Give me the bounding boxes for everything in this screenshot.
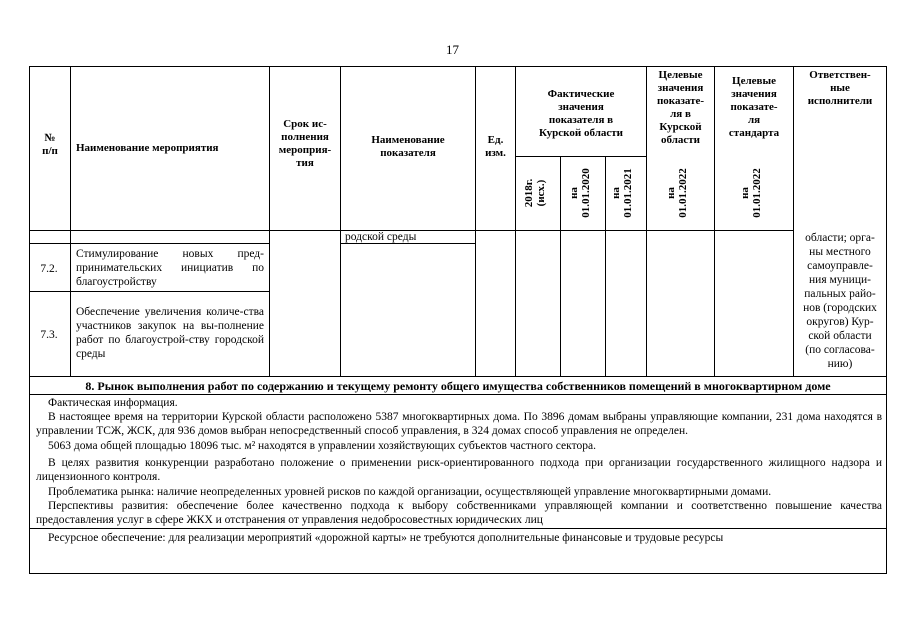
indicator-continuation: родской среды (345, 231, 417, 243)
responsible-text: области; орга- ны местного самоуправле- ния муници- пальных райо- нов (городских округов) Кур- ской области (по согласова- нию) (803, 232, 877, 370)
subheader-2022-region: на 01.01.2022 (665, 168, 689, 218)
section-8-paragraph: Ресурсное обеспечение: для реализации мероприятий «дорожной карты» не требуются дополнительные финансовые и трудовые ресурсы (48, 532, 724, 544)
page-number: 17 (446, 42, 459, 57)
row-divider (29, 243, 270, 244)
header-actual: Фактические значения показателя в Курской области (538, 88, 623, 139)
col-divider (793, 66, 794, 376)
header-event-name: Наименование мероприятия (76, 142, 219, 154)
header-num: № п/п (42, 132, 58, 157)
section-8-paragraph: Фактическая информация. (48, 397, 178, 409)
row-divider (29, 291, 270, 292)
subheader-2020: на 01.01.2020 (568, 168, 592, 218)
section-8-title: 8. Рынок выполнения работ по содержанию и текущему ремонту общего имущества собственников помещений в многоквартирном доме (85, 379, 831, 393)
header-indicator: Наименование показателя (371, 134, 445, 159)
col-divider (560, 156, 561, 376)
row-7-2-text: Стимулирование новых пред-принимательских инициатив по благоустройству (76, 248, 264, 288)
section-8-paragraph: В целях развития конкуренции разработано положение о применении риск-ориентированного подхода при организации государственного жилищного надзора и лицензионного контроля. (36, 457, 882, 483)
subheader-2022-standard: на 01.01.2022 (739, 168, 763, 218)
section-8-paragraph: В настоящее время на территории Курской области расположено 5387 многоквартирных дома. По 3896 домам выбраны управляющие компании, 231 дома находятся в управлении ТСЖ, ЖСК, для 936 домов выбран непосредственный способ управления, в 324 домах способ управления не определен. (36, 411, 882, 437)
row-divider (29, 376, 887, 377)
col-divider (340, 66, 341, 376)
row-7-3-number: 7.3. (40, 329, 58, 341)
section-8-paragraph: Проблематика рынка: наличие неопределенных уровней рисков по каждой организации, осуществляющей управление многоквартирными домами. (48, 486, 772, 498)
col-divider (605, 156, 606, 376)
col-divider (269, 66, 270, 376)
subheader-2018: 2018г. (исх.) (523, 178, 547, 208)
section-8-paragraph: Перспективы развития: обеспечение более качественно подхода к выбору собственниками управляющей компании и соответственно повышение качества предоставления услуг в сфере ЖКХ и отстранения от управления недобросовестных юридических лиц (36, 500, 882, 526)
header-responsible: Ответствен- ные исполнители (807, 69, 873, 107)
row-divider (29, 528, 887, 529)
section-8-paragraph: 5063 дома общей площадью 18096 тыс. м² находятся в управлении хозяйствующих субъектов частного сектора. (48, 440, 596, 452)
col-divider (475, 66, 476, 376)
subheader-2021: на 01.01.2021 (610, 168, 634, 218)
header-target-standard: Целевые значения показате- ля стандарта (728, 75, 780, 139)
row-7-2-number: 7.2. (40, 263, 58, 275)
col-divider (70, 66, 71, 376)
row-7-3-text: Обеспечение увеличения количе-ства участников закупок на вы-полнение работ по благоустрой-ству городской среды (76, 306, 264, 360)
header-target-region: Целевые значения показате- ля в Курской области (656, 69, 705, 146)
row-divider (29, 394, 887, 395)
header-deadline: Срок ис- полнения мероприя- тия (278, 118, 332, 169)
header-unit: Ед. изм. (485, 134, 506, 159)
